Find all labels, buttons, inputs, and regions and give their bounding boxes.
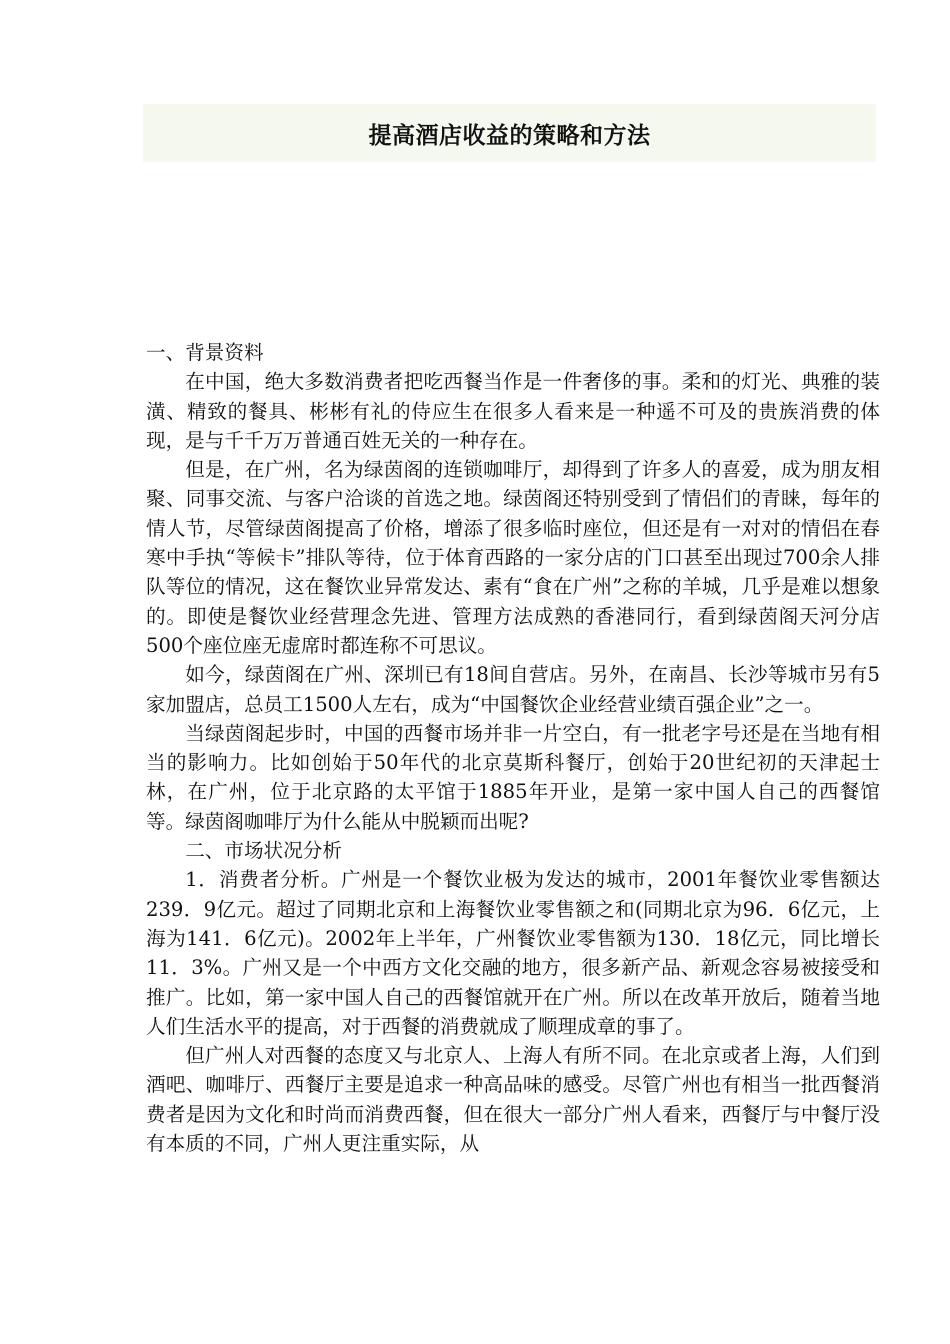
title-banner bbox=[143, 104, 876, 162]
paragraph: 但广州人对西餐的态度又与北京人、上海人有所不同。在北京或者上海，人们到酒吧、咖啡厅、西餐厅主要是追求一种高品味的感受。尽管广州也有相当一批西餐消费者是因为文化和时尚而消费西餐，但在很大一部分广州人看来，西餐厅与中餐厅没有本质的不同，广州人更注重实际，从 bbox=[146, 1044, 880, 1156]
section-heading-market-analysis: 二、市场状况分析 bbox=[185, 839, 342, 863]
paragraph: 1．消费者分析。广州是一个餐饮业极为发达的城市，2001年餐饮业零售额达239．9亿元。超过了同期北京和上海餐饮业零售额之和(同期北京为96．6亿元，上海为141．6亿元)。2002年上半年，广州餐饮业零售额为130．18亿元，同比增长11．3%。广州又是一个中西方文化交融的地方，很多新产品、新观念容易被接受和推广。比如，第一家中国人自己的西餐馆就开在广州。所以在改革开放后，随着当地人们生活水平的提高，对于西餐的消费就成了顺理成章的事了。 bbox=[146, 868, 881, 1038]
paragraph: 在中国，绝大多数消费者把吃西餐当作是一件奢侈的事。柔和的灯光、典雅的装潢、精致的餐具、彬彬有礼的侍应生在很多人看来是一种遥不可及的贵族消费的体现，是与千千万万普通百姓无关的一种存在。 bbox=[146, 370, 880, 452]
document-body bbox=[146, 338, 880, 1158]
document-title: 提高酒店收益的策略和方法 bbox=[368, 121, 651, 149]
paragraph: 如今，绿茵阁在广州、深圳已有18间自营店。另外，在南昌、长沙等城市另有5家加盟店，总员工1500人左右，成为“中国餐饮企业经营业绩百强企业”之一。 bbox=[146, 663, 880, 716]
section-heading-background: 一、背景资料 bbox=[146, 341, 264, 364]
paragraph: 当绿茵阁起步时，中国的西餐市场并非一片空白，有一批老字号还是在当地有相当的影响力。比如创始于50年代的北京莫斯科餐厅，创始于20世纪初的天津起士林，在广州，位于北京路的太平馆于1885年开业，是第一家中国人自己的西餐馆等。绿茵阁咖啡厅为什么能从中脱颖而出呢? bbox=[146, 721, 880, 833]
paragraph: 但是，在广州，名为绿茵阁的连锁咖啡厅，却得到了许多人的喜爱，成为朋友相聚、同事交流、与客户洽谈的首选之地。绿茵阁还特别受到了情侣们的青睐，每年的情人节，尽管绿茵阁提高了价格，增添了很多临时座位，但还是有一对对的情侣在春寒中手执“等候卡”排队等待，位于体育西路的一家分店的门口甚至出现过700余人排队等位的情况，这在餐饮业异常发达、素有“食在广州”之称的羊城，几乎是难以想象的。即使是餐饮业经营理念先进、管理方法成熟的香港同行，看到绿茵阁天河分店500个座位座无虚席时都连称不可思议。 bbox=[146, 458, 880, 657]
